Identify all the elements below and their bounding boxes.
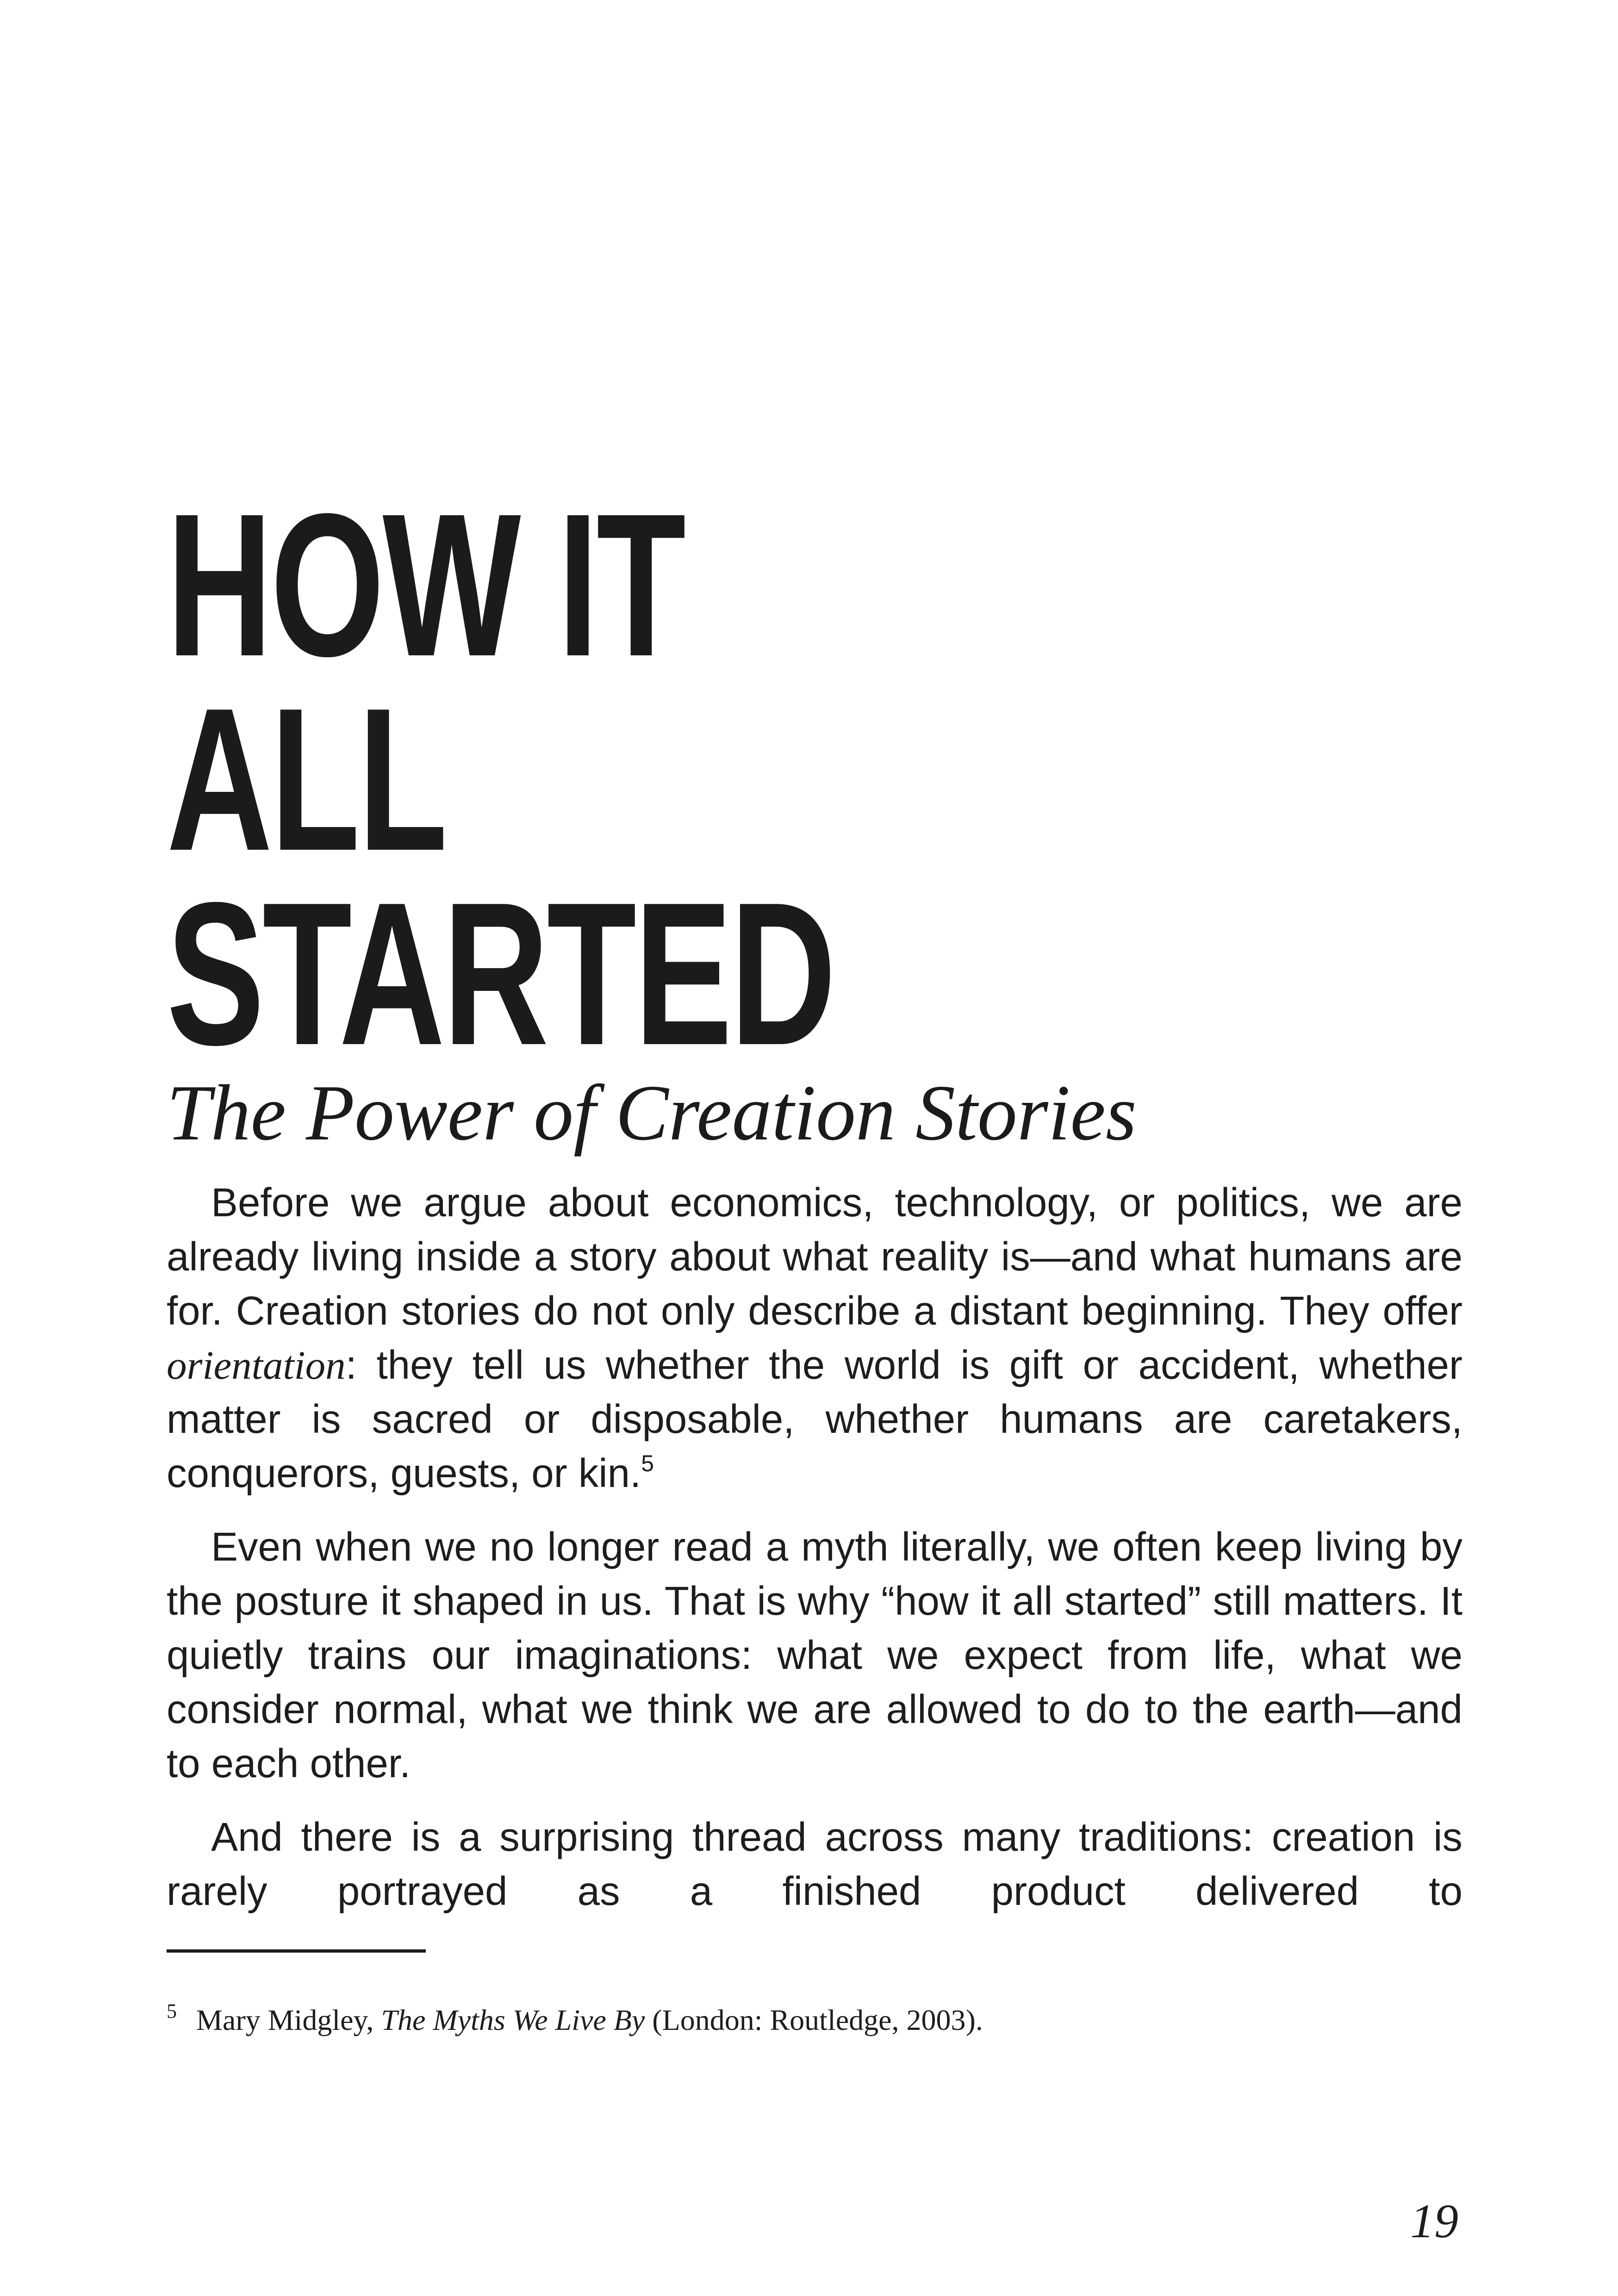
footnote-reference[interactable]: 5 bbox=[641, 1450, 654, 1476]
chapter-title-line-1: HOW IT ALL bbox=[167, 472, 684, 893]
footnote-number: 5 bbox=[167, 2000, 177, 2022]
chapter-title-line-2: STARTED bbox=[167, 860, 834, 1088]
section-title: The Power of Creation Stories bbox=[167, 1069, 1137, 1157]
footnote-divider bbox=[167, 1949, 426, 1953]
paragraph-2: Even when we no longer read a myth literally, we often keep living by the posture it shaped in us. That is why “how it all started” still matters. It quietly trains our imaginations: what we expect from life, what we consider normal, what we think we are allowed to do to the earth—and to each other. bbox=[167, 1524, 1462, 1786]
body-text bbox=[167, 1176, 1462, 1938]
chapter-title bbox=[167, 472, 966, 1088]
paragraph-1-emphasis: orientation bbox=[167, 1343, 346, 1388]
paragraph-1 bbox=[167, 1176, 1462, 1500]
paragraph-1-text-b: : they tell us whether the world is gift or accident, whether matter is sacred or disposable, whether humans are caretakers, conquerors, guests, or kin. bbox=[167, 1343, 1462, 1496]
page-number: 19 bbox=[1410, 2195, 1458, 2248]
footnote-book-title: The Myths We Live By bbox=[381, 2004, 645, 2036]
paragraph-1-text-a: Before we argue about economics, technology, or politics, we are already living inside a story about what reality is—and what humans are for. Creation stories do not only describe a distant beginning. They offer bbox=[167, 1180, 1462, 1333]
footnote-author: Mary Midgley, bbox=[196, 2004, 381, 2036]
paragraph-3: And there is a surprising thread across many traditions: creation is rarely portrayed as a finished product delivered to bbox=[167, 1815, 1462, 1914]
footnote bbox=[167, 2002, 1462, 2039]
footnote-publication: (London: Routledge, 2003). bbox=[645, 2004, 983, 2036]
